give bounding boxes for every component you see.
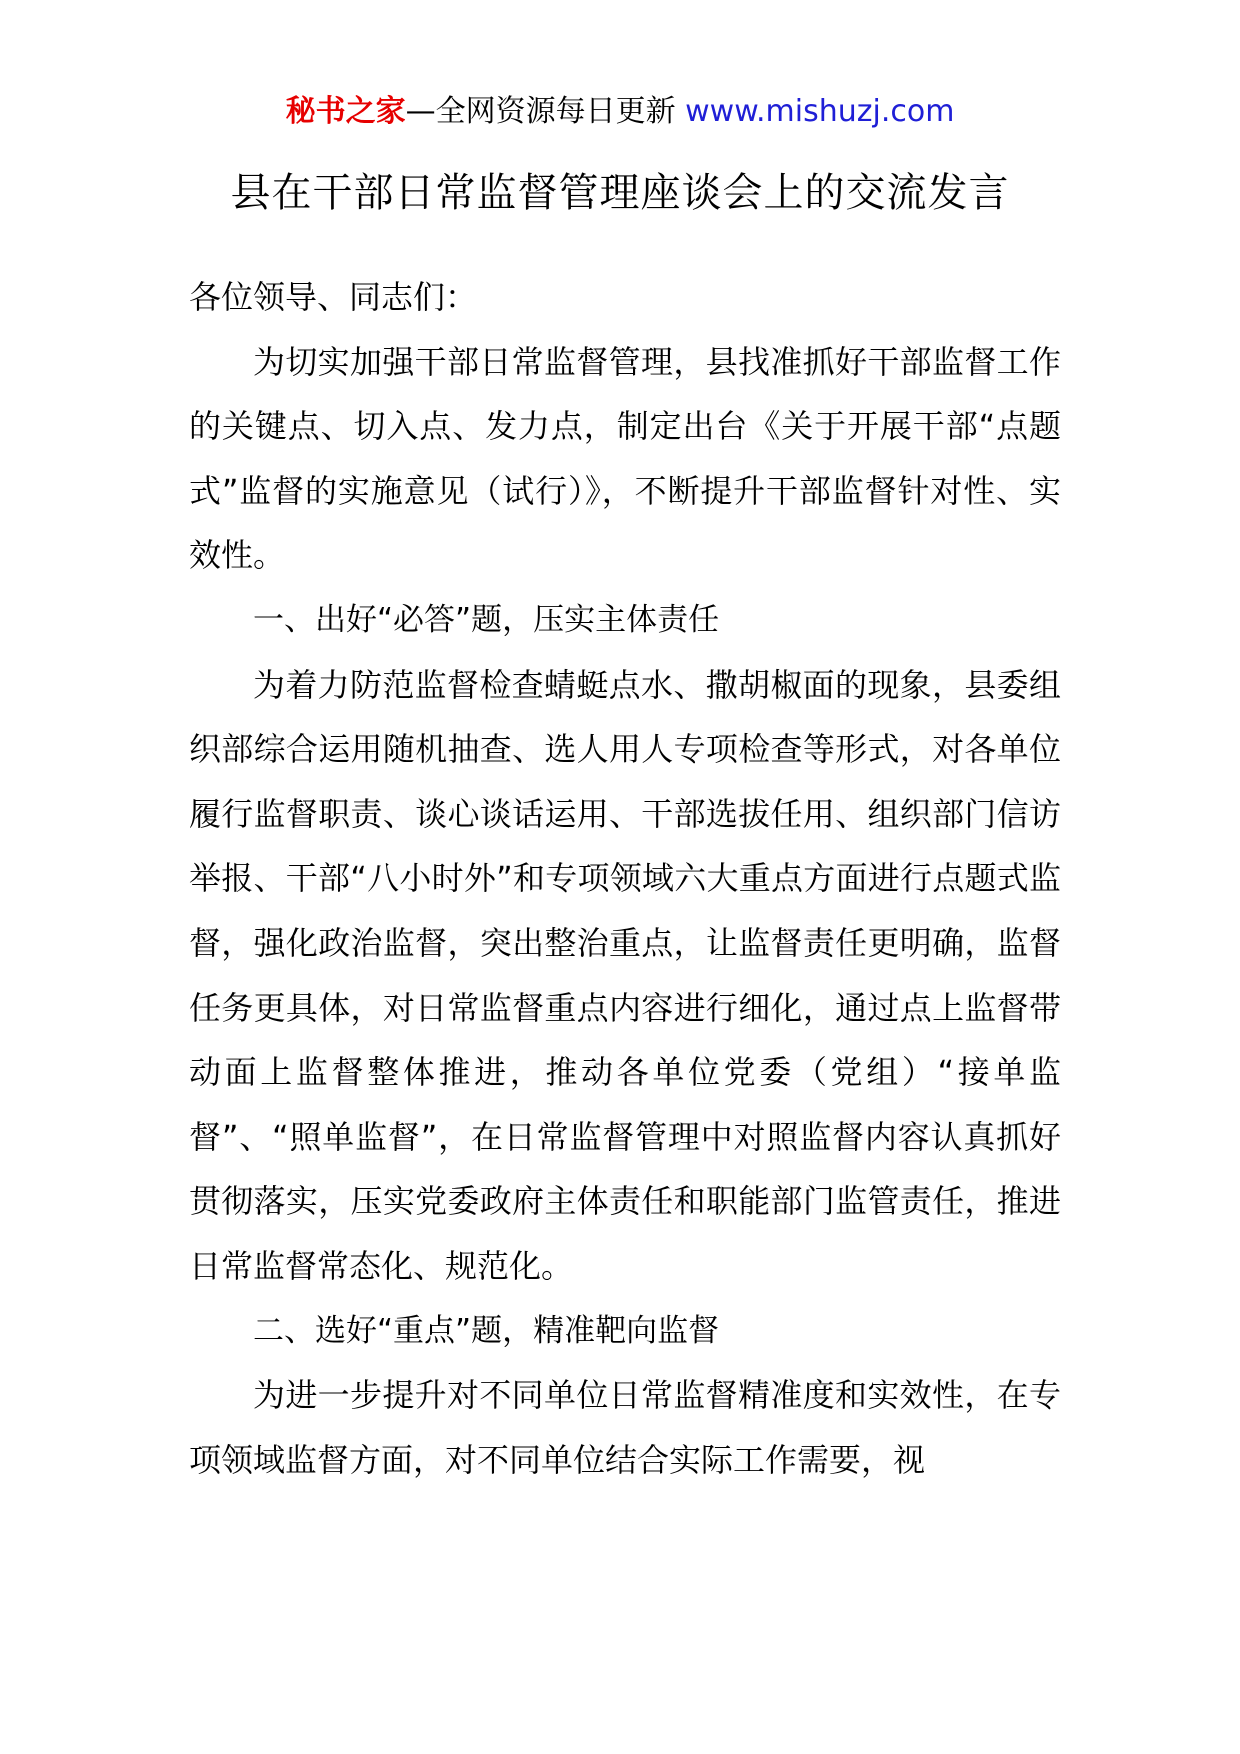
- intro-paragraph: 为切实加强干部日常监督管理，县找准抓好干部监督工作的关键点、切入点、发力点，制定出台《关于开展干部“点题式”监督的实施意见（试行）》，不断提升干部监督针对性、实效性。: [189, 342, 1061, 575]
- site-tagline: —全网资源每日更新: [405, 94, 686, 129]
- section-2-paragraph: 为进一步提升对不同单位日常监督精准度和实效性，在专项领域监督方面，对不同单位结合实际工作需要，视: [189, 1376, 1061, 1479]
- site-header: [0, 92, 1240, 132]
- section-2-heading: 二、选好“重点”题，精准靶向监督: [253, 1312, 720, 1349]
- site-brand: 秘书之家: [285, 94, 406, 129]
- document-body: [189, 265, 1061, 1492]
- site-url-link[interactable]: www.mishuzj.com: [685, 94, 955, 129]
- salutation: 各位领导、同志们：: [189, 278, 478, 316]
- section-1-paragraph: 为着力防范监督检查蜻蜓点水、撒胡椒面的现象，县委组织部综合运用随机抽查、选人用人专项检查等形式，对各单位履行监督职责、谈心谈话运用、干部选拔任用、组织部门信访举报、干部“八小时外”和专项领域六大重点方面进行点题式监督，强化政治监督，突出整治重点，让监督责任更明确，监督任务更具体，对日常监督重点内容进行细化，通过点上监督带动面上监督整体推进，推动各单位党委（党组）“接单监督”、“照单监督”，在日常监督管理中对照监督内容认真抓好贯彻落实，压实党委政府主体责任和职能部门监管责任，推进日常监督常态化、规范化。: [189, 665, 1061, 1285]
- document-title: 县在干部日常监督管理座谈会上的交流发言: [230, 170, 1010, 216]
- section-1-heading: 一、出好“必答”题，压实主体责任: [253, 601, 720, 638]
